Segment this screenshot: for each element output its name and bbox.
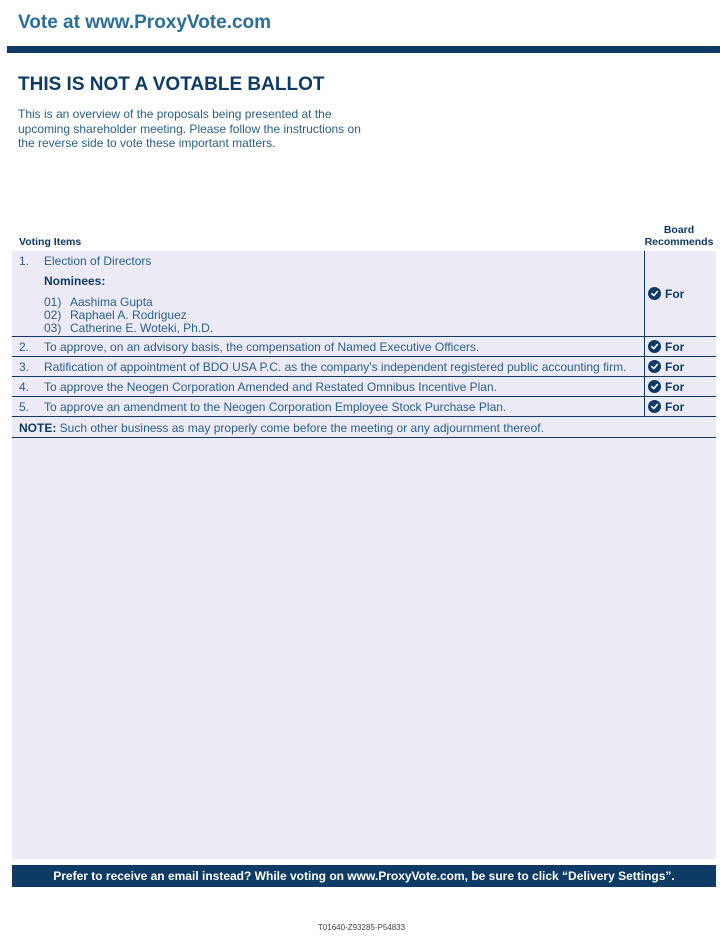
item-number: 2. bbox=[19, 340, 30, 354]
nominee-2 bbox=[44, 308, 187, 322]
voting-item-1 bbox=[12, 251, 716, 337]
delivery-settings-banner bbox=[12, 865, 716, 887]
nominee-name: Aashima Gupta bbox=[70, 295, 153, 309]
header-divider bbox=[7, 46, 720, 53]
board-recommendation bbox=[644, 251, 716, 336]
recommendation-label: For bbox=[665, 399, 685, 414]
check-circle-icon bbox=[648, 340, 661, 353]
nominee-3 bbox=[44, 321, 213, 335]
item-text: Election of Directors bbox=[44, 254, 152, 268]
nominee-number: 03) bbox=[44, 321, 62, 335]
check-circle-icon bbox=[648, 287, 661, 300]
check-circle-icon bbox=[648, 400, 661, 413]
nominee-name: Raphael A. Rodriguez bbox=[70, 308, 187, 322]
nominee-name: Catherine E. Woteki, Ph.D. bbox=[70, 321, 214, 335]
voting-item-5 bbox=[12, 397, 716, 417]
note-label: NOTE: bbox=[19, 421, 57, 435]
board-recommendation bbox=[644, 337, 716, 356]
ballot-note bbox=[19, 421, 544, 435]
board-recommendation bbox=[644, 377, 716, 396]
footer-text: Prefer to receive an email instead? While voting on www.ProxyVote.com, be sure to click “Delivery Settings”. bbox=[53, 869, 675, 883]
nominee-number: 01) bbox=[44, 295, 62, 309]
board-recommends-line2: Recommends bbox=[644, 236, 714, 248]
voting-item-4 bbox=[12, 377, 716, 397]
item-text: Ratification of appointment of BDO USA P.C. as the company's independent registered public accounting firm. bbox=[44, 360, 627, 374]
voting-items-header: Voting Items bbox=[19, 236, 82, 248]
recommendation-label: For bbox=[665, 286, 685, 301]
check-circle-icon bbox=[648, 360, 661, 373]
recommendation-label: For bbox=[665, 379, 685, 394]
recommendation-label: For bbox=[665, 359, 685, 374]
proxyvote-url: Vote at www.ProxyVote.com bbox=[18, 12, 272, 33]
note-divider bbox=[12, 437, 716, 438]
item-number: 4. bbox=[19, 380, 30, 394]
recommendation-label: For bbox=[665, 339, 685, 354]
item-number: 1. bbox=[19, 254, 30, 268]
voting-item-3 bbox=[12, 357, 716, 377]
board-recommendation bbox=[644, 357, 716, 376]
nominee-number: 02) bbox=[44, 308, 62, 322]
item-text: To approve the Neogen Corporation Amended and Restated Omnibus Incentive Plan. bbox=[44, 380, 497, 394]
board-recommendation bbox=[644, 397, 716, 416]
nominees-label: Nominees: bbox=[44, 274, 106, 288]
item-text: To approve an amendment to the Neogen Corporation Employee Stock Purchase Plan. bbox=[44, 400, 507, 414]
nominee-1 bbox=[44, 295, 153, 309]
note-text: Such other business as may properly come before the meeting or any adjournment thereof. bbox=[56, 421, 544, 435]
page-title: THIS IS NOT A VOTABLE BALLOT bbox=[18, 74, 325, 95]
job-code: T01640-Z93285-P54833 bbox=[317, 923, 406, 932]
voting-item-2 bbox=[12, 337, 716, 357]
item-number: 5. bbox=[19, 400, 30, 414]
board-recommends-line1: Board bbox=[663, 224, 695, 236]
intro-paragraph: This is an overview of the proposals being presented at the upcoming shareholder meeting. Please follow the instructions on the reverse side to vote these important matters. bbox=[18, 107, 361, 150]
board-recommends-header bbox=[642, 224, 716, 248]
item-number: 3. bbox=[19, 360, 30, 374]
item-text: To approve, on an advisory basis, the compensation of Named Executive Officers. bbox=[44, 340, 480, 354]
check-circle-icon bbox=[648, 380, 661, 393]
